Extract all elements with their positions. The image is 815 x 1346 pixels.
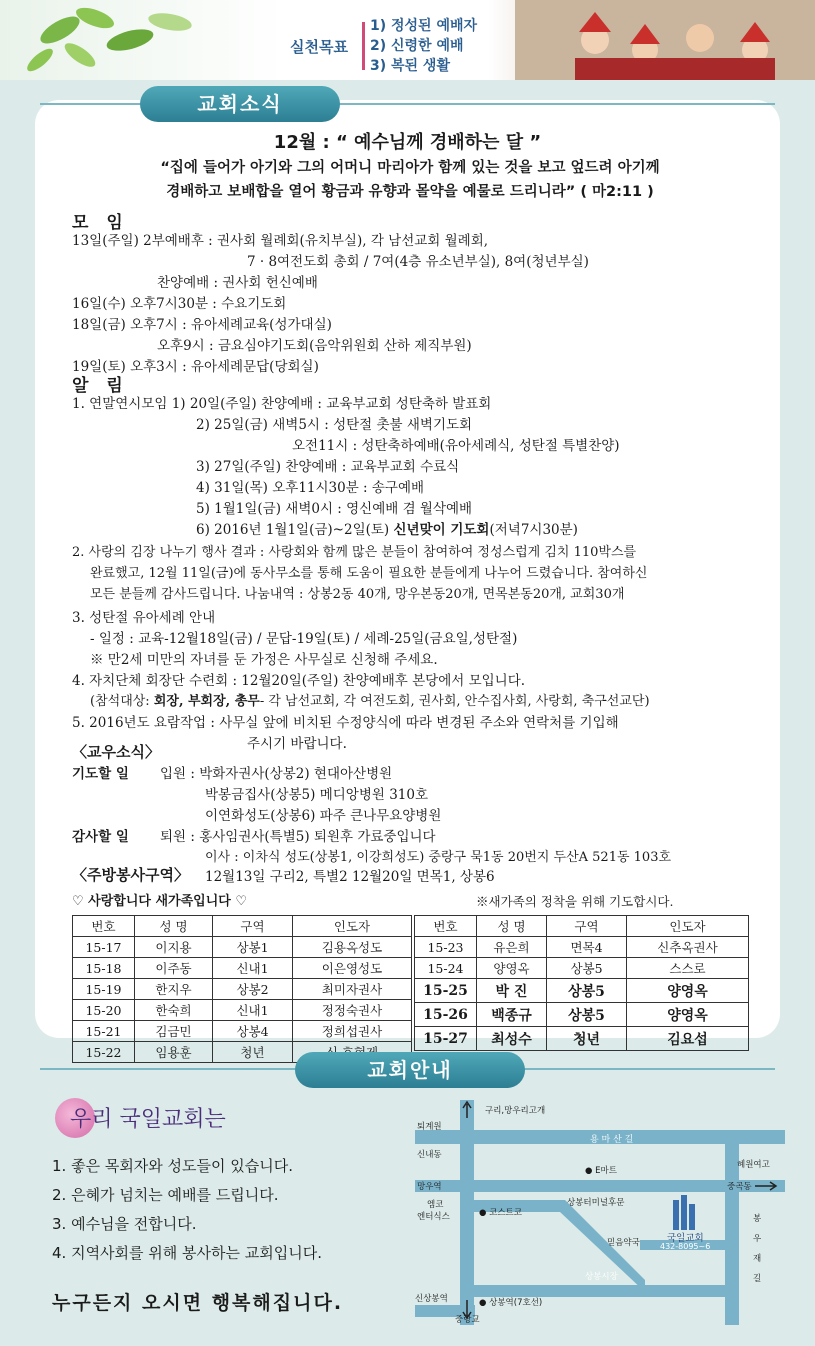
col-name: 성 명 [135, 916, 213, 937]
kitchen-title: 〈주방봉사구역〉 [72, 866, 189, 884]
notice-text: (저녁7시30분) [489, 522, 578, 538]
cell: 최미자권사 [293, 979, 412, 1000]
meeting-line: 7 · 8여전도회 총회 / 7여(4층 유소년부실), 8여(청년부실) [247, 254, 589, 270]
map-label: ● E마트 [585, 1166, 617, 1176]
table-row [73, 958, 412, 979]
meeting-line: 19일(토) 오후3시 : 유아세례문답(당회실) [72, 359, 319, 375]
guide-section-title: 교회안내 [295, 1052, 525, 1088]
meeting-line: 13일(주일) 2부예배후 : 권사회 월례회(유치부실), 각 남선교회 월례회, [72, 233, 489, 249]
cell: 15-22 [73, 1042, 135, 1063]
cell: 정정숙권사 [293, 1000, 412, 1021]
meetings-title: 모 임 [72, 213, 129, 233]
cell: 상봉5 [547, 979, 627, 1003]
col-district: 구역 [547, 916, 627, 937]
cell: 15-27 [415, 1027, 477, 1051]
cell: 박 진 [477, 979, 547, 1003]
cell: 양영옥 [477, 958, 547, 979]
cell: 백종규 [477, 1003, 547, 1027]
cell: 15-21 [73, 1021, 135, 1042]
goal-item: 3) 복된 생활 [370, 58, 450, 74]
cell: 김요섭 [627, 1027, 749, 1051]
guide-item: 4. 지역사회를 위해 봉사하는 교회입니다. [52, 1244, 322, 1262]
col-district: 구역 [213, 916, 293, 937]
cell: 김금민 [135, 1021, 213, 1042]
map-label-text: E마트 [595, 1166, 617, 1176]
leaves-image [20, 0, 240, 80]
notice-line: 완료했고, 12월 11일(금)에 동사무소를 통해 도움이 필요한 분들에게 나누어 드렸습니다. 참여하신 [90, 566, 648, 581]
kitchen-text: 12월13일 구리2, 특별2 12월20일 면목1, 상봉6 [205, 869, 495, 885]
cell: 임용훈 [135, 1042, 213, 1063]
cell: 15-20 [73, 1000, 135, 1021]
notice-line: ※ 만2세 미만의 자녀를 둔 가정은 사무실로 신청해 주세요. [90, 652, 438, 668]
map-label: 432-8095~6 [660, 1242, 711, 1251]
notices-title: 알 림 [72, 376, 129, 396]
goals-label: 실천목표 [290, 38, 348, 56]
header-banner [0, 0, 815, 80]
cell: 15-24 [415, 958, 477, 979]
map-label: ● 코스트코 [479, 1208, 522, 1218]
col-name: 성 명 [477, 916, 547, 937]
cell: 유은희 [477, 937, 547, 958]
newcomers-note: ※새가족의 정착을 위해 기도합시다. [476, 894, 674, 909]
map-label: 중곡동 [727, 1182, 752, 1192]
guide-item: 1. 좋은 목회자와 성도들이 있습니다. [52, 1157, 294, 1175]
bible-verse [60, 156, 760, 204]
table-row [73, 1021, 412, 1042]
map-label: 국일교회 [667, 1233, 704, 1244]
map-label: 재 [753, 1254, 762, 1264]
goals-divider [362, 22, 365, 70]
notice-text: 6) 2016년 1월1일(금)~2일(토) [196, 522, 394, 538]
location-map [415, 1100, 785, 1325]
cell: 이은영성도 [293, 958, 412, 979]
map-label: 엠코 [427, 1200, 444, 1210]
goal-item: 2) 신령한 예배 [370, 38, 464, 54]
guide-heading: 우리 국일교회는 [70, 1107, 226, 1132]
cell: 상봉1 [213, 937, 293, 958]
notice-text: (참석대상: [90, 694, 154, 709]
map-label: 신내동 [417, 1150, 442, 1160]
notice-line: 4) 31일(목) 오후11시30분 : 송구예배 [196, 480, 425, 496]
notice-line: 5) 1월1일(금) 새벽0시 : 영신예배 겸 월삭예배 [196, 501, 473, 517]
table-row [415, 979, 749, 1003]
cell: 청년 [213, 1042, 293, 1063]
map-label: 상봉시장 [585, 1272, 618, 1282]
map-label-text: 상봉역(7호선) [489, 1298, 543, 1308]
table-row [415, 1027, 749, 1051]
cell: 양영옥 [627, 979, 749, 1003]
pray-line: 이연화성도(상봉6) 파주 큰나무요양병원 [205, 808, 442, 824]
map-label: 믿음약국 [607, 1238, 640, 1248]
thanks-line: 이사 : 이차식 성도(상봉1, 이강희성도) 중랑구 묵1동 20번지 두산A 521동 103호 [205, 850, 672, 865]
notice-line: 3) 27일(주일) 찬양예배 : 교육부교회 수료식 [196, 459, 460, 475]
cell: 신추옥권사 [627, 937, 749, 958]
table-row [415, 1003, 749, 1027]
map-label: 용 마 산 길 [590, 1135, 634, 1145]
notice-line: 2. 사랑의 김장 나누기 행사 결과 : 사랑회와 함께 많은 분들이 참여하여 정성스럽게 김치 110박스를 [72, 545, 637, 560]
cell: 15-26 [415, 1003, 477, 1027]
map-label: 상봉터미널후문 [567, 1198, 625, 1208]
notice-line: 모든 분들께 감사드립니다. 나눔내역 : 상봉2동 40개, 망우본동20개, 면목본동20개, 교회30개 [90, 587, 625, 602]
cell: 한숙희 [135, 1000, 213, 1021]
map-label: 엔터식스 [417, 1212, 450, 1222]
cell: 정희섭권사 [293, 1021, 412, 1042]
verse-line: “집에 들어가 아기와 그의 어머니 마리아가 함께 있는 것을 보고 엎드려 아기께 [160, 160, 660, 176]
col-guide: 인도자 [293, 916, 412, 937]
cell: 15-23 [415, 937, 477, 958]
notice-line [90, 691, 650, 713]
map-label: 중랑교 [455, 1315, 480, 1325]
verse-line: 경배하고 보배합을 열어 황금과 유향과 몰약을 예물로 드리니라” ( 마2:11 ) [166, 184, 654, 200]
notice-line: 오전11시 : 성탄축하예배(유아세례식, 성탄절 특별찬양) [292, 438, 620, 454]
cell: 이주동 [135, 958, 213, 979]
newcomers-table-right [414, 915, 749, 1051]
map-label-text: 코스트코 [489, 1208, 522, 1218]
pray-line: 박봉금집사(상봉5) 메디앙병원 310호 [205, 787, 429, 803]
cell: 상봉2 [213, 979, 293, 1000]
table-header-row [73, 916, 412, 937]
col-number: 번호 [73, 916, 135, 937]
notice-line: 2) 25일(금) 새벽5시 : 성탄절 촛불 새벽기도회 [196, 417, 473, 433]
cell: 상봉5 [547, 1003, 627, 1027]
cell: 신내1 [213, 958, 293, 979]
cell: 15-25 [415, 979, 477, 1003]
thanks-label: 감사할 일 [72, 829, 129, 845]
goals-list [370, 16, 570, 76]
meeting-line: 오후9시 : 금요심야기도회(음악위원회 산하 제직부원) [157, 338, 472, 354]
notice-line: 3. 성탄절 유아세례 안내 [72, 610, 216, 626]
pray-line: 입원 : 박화자권사(상봉2) 현대아산병원 [160, 766, 393, 782]
notice-line: 4. 자치단체 회장단 수련회 : 12월20일(주일) 찬양예배후 본당에서 모입니다. [72, 673, 526, 689]
map-label: 봉 [753, 1214, 762, 1224]
notice-text: - 각 남선교회, 각 여전도회, 권사회, 안수집사회, 사랑회, 축구선교단) [259, 694, 650, 709]
cell: 이지용 [135, 937, 213, 958]
table-row [73, 937, 412, 958]
cell: 15-17 [73, 937, 135, 958]
pray-label: 기도할 일 [72, 766, 129, 782]
guide-item: 2. 은혜가 넘치는 예배를 드립니다. [52, 1186, 279, 1204]
table-row [415, 937, 749, 958]
cell: 한지우 [135, 979, 213, 1000]
col-number: 번호 [415, 916, 477, 937]
table-row [415, 958, 749, 979]
notice-line: - 일정 : 교육-12월18일(금) / 문답-19일(토) / 세례-25일(금요일,성탄절) [90, 631, 518, 647]
guide-item: 3. 예수님을 전합니다. [52, 1215, 197, 1233]
meeting-line: 16일(수) 오후7시30분 : 수요기도회 [72, 296, 287, 312]
col-guide: 인도자 [627, 916, 749, 937]
thanks-line: 퇴원 : 홍사임권사(특별5) 퇴원후 가료중입니다 [160, 829, 436, 845]
notice-line [196, 519, 578, 541]
table-row [73, 979, 412, 1000]
cell: 15-18 [73, 958, 135, 979]
news-section-title: 교회소식 [140, 86, 340, 122]
map-label: 우 [753, 1234, 762, 1244]
map-label: 길 [753, 1274, 762, 1284]
cell: 양영옥 [627, 1003, 749, 1027]
meeting-line: 찬양예배 : 권사회 헌신예배 [157, 275, 318, 291]
notice-emphasis: 회장, 부회장, 총무 [153, 694, 260, 709]
newcomers-title: ♡ 사랑합니다 새가족입니다 ♡ [72, 894, 248, 909]
cell: 상봉5 [547, 958, 627, 979]
slogan: 누구든지 오시면 행복해집니다. [52, 1292, 344, 1314]
cell: 면목4 [547, 937, 627, 958]
map-label: 망우역 [417, 1182, 442, 1192]
cell: 스스로 [627, 958, 749, 979]
map-label: 신상봉역 [415, 1294, 448, 1304]
table-row [73, 1000, 412, 1021]
notice-line: 주시기 바랍니다. [247, 736, 347, 752]
cell: 김용옥성도 [293, 937, 412, 958]
map-label: 구리,망우리고개 [485, 1106, 546, 1116]
month-theme-headline: 12월 : “ 예수님께 경배하는 달 ” [273, 132, 542, 153]
cell: 상봉4 [213, 1021, 293, 1042]
meeting-line: 18일(금) 오후7시 : 유아세례교육(성가대실) [72, 317, 332, 333]
members-title: 〈교우소식〉 [72, 743, 160, 761]
goal-item: 1) 정성된 예배자 [370, 18, 478, 34]
notice-line: 1. 연말연시모임 1) 20일(주일) 찬양예배 : 교육부교회 성탄축하 발표회 [72, 396, 492, 412]
cell: 신내1 [213, 1000, 293, 1021]
map-label: 혜원여고 [737, 1160, 770, 1170]
newcomers-table-left [72, 915, 412, 1063]
map-label: ● 상봉역(7호선) [479, 1298, 543, 1308]
table-header-row [415, 916, 749, 937]
notice-line: 5. 2016년도 요람작업 : 사무실 앞에 비치된 수정양식에 따라 변경된 주소와 연락처를 기입해 [72, 715, 619, 731]
map-label: 퇴계원 [417, 1122, 442, 1132]
cell: 15-19 [73, 979, 135, 1000]
cell: 최성수 [477, 1027, 547, 1051]
notice-emphasis: 신년맞이 기도회 [393, 522, 490, 538]
cell: 청년 [547, 1027, 627, 1051]
